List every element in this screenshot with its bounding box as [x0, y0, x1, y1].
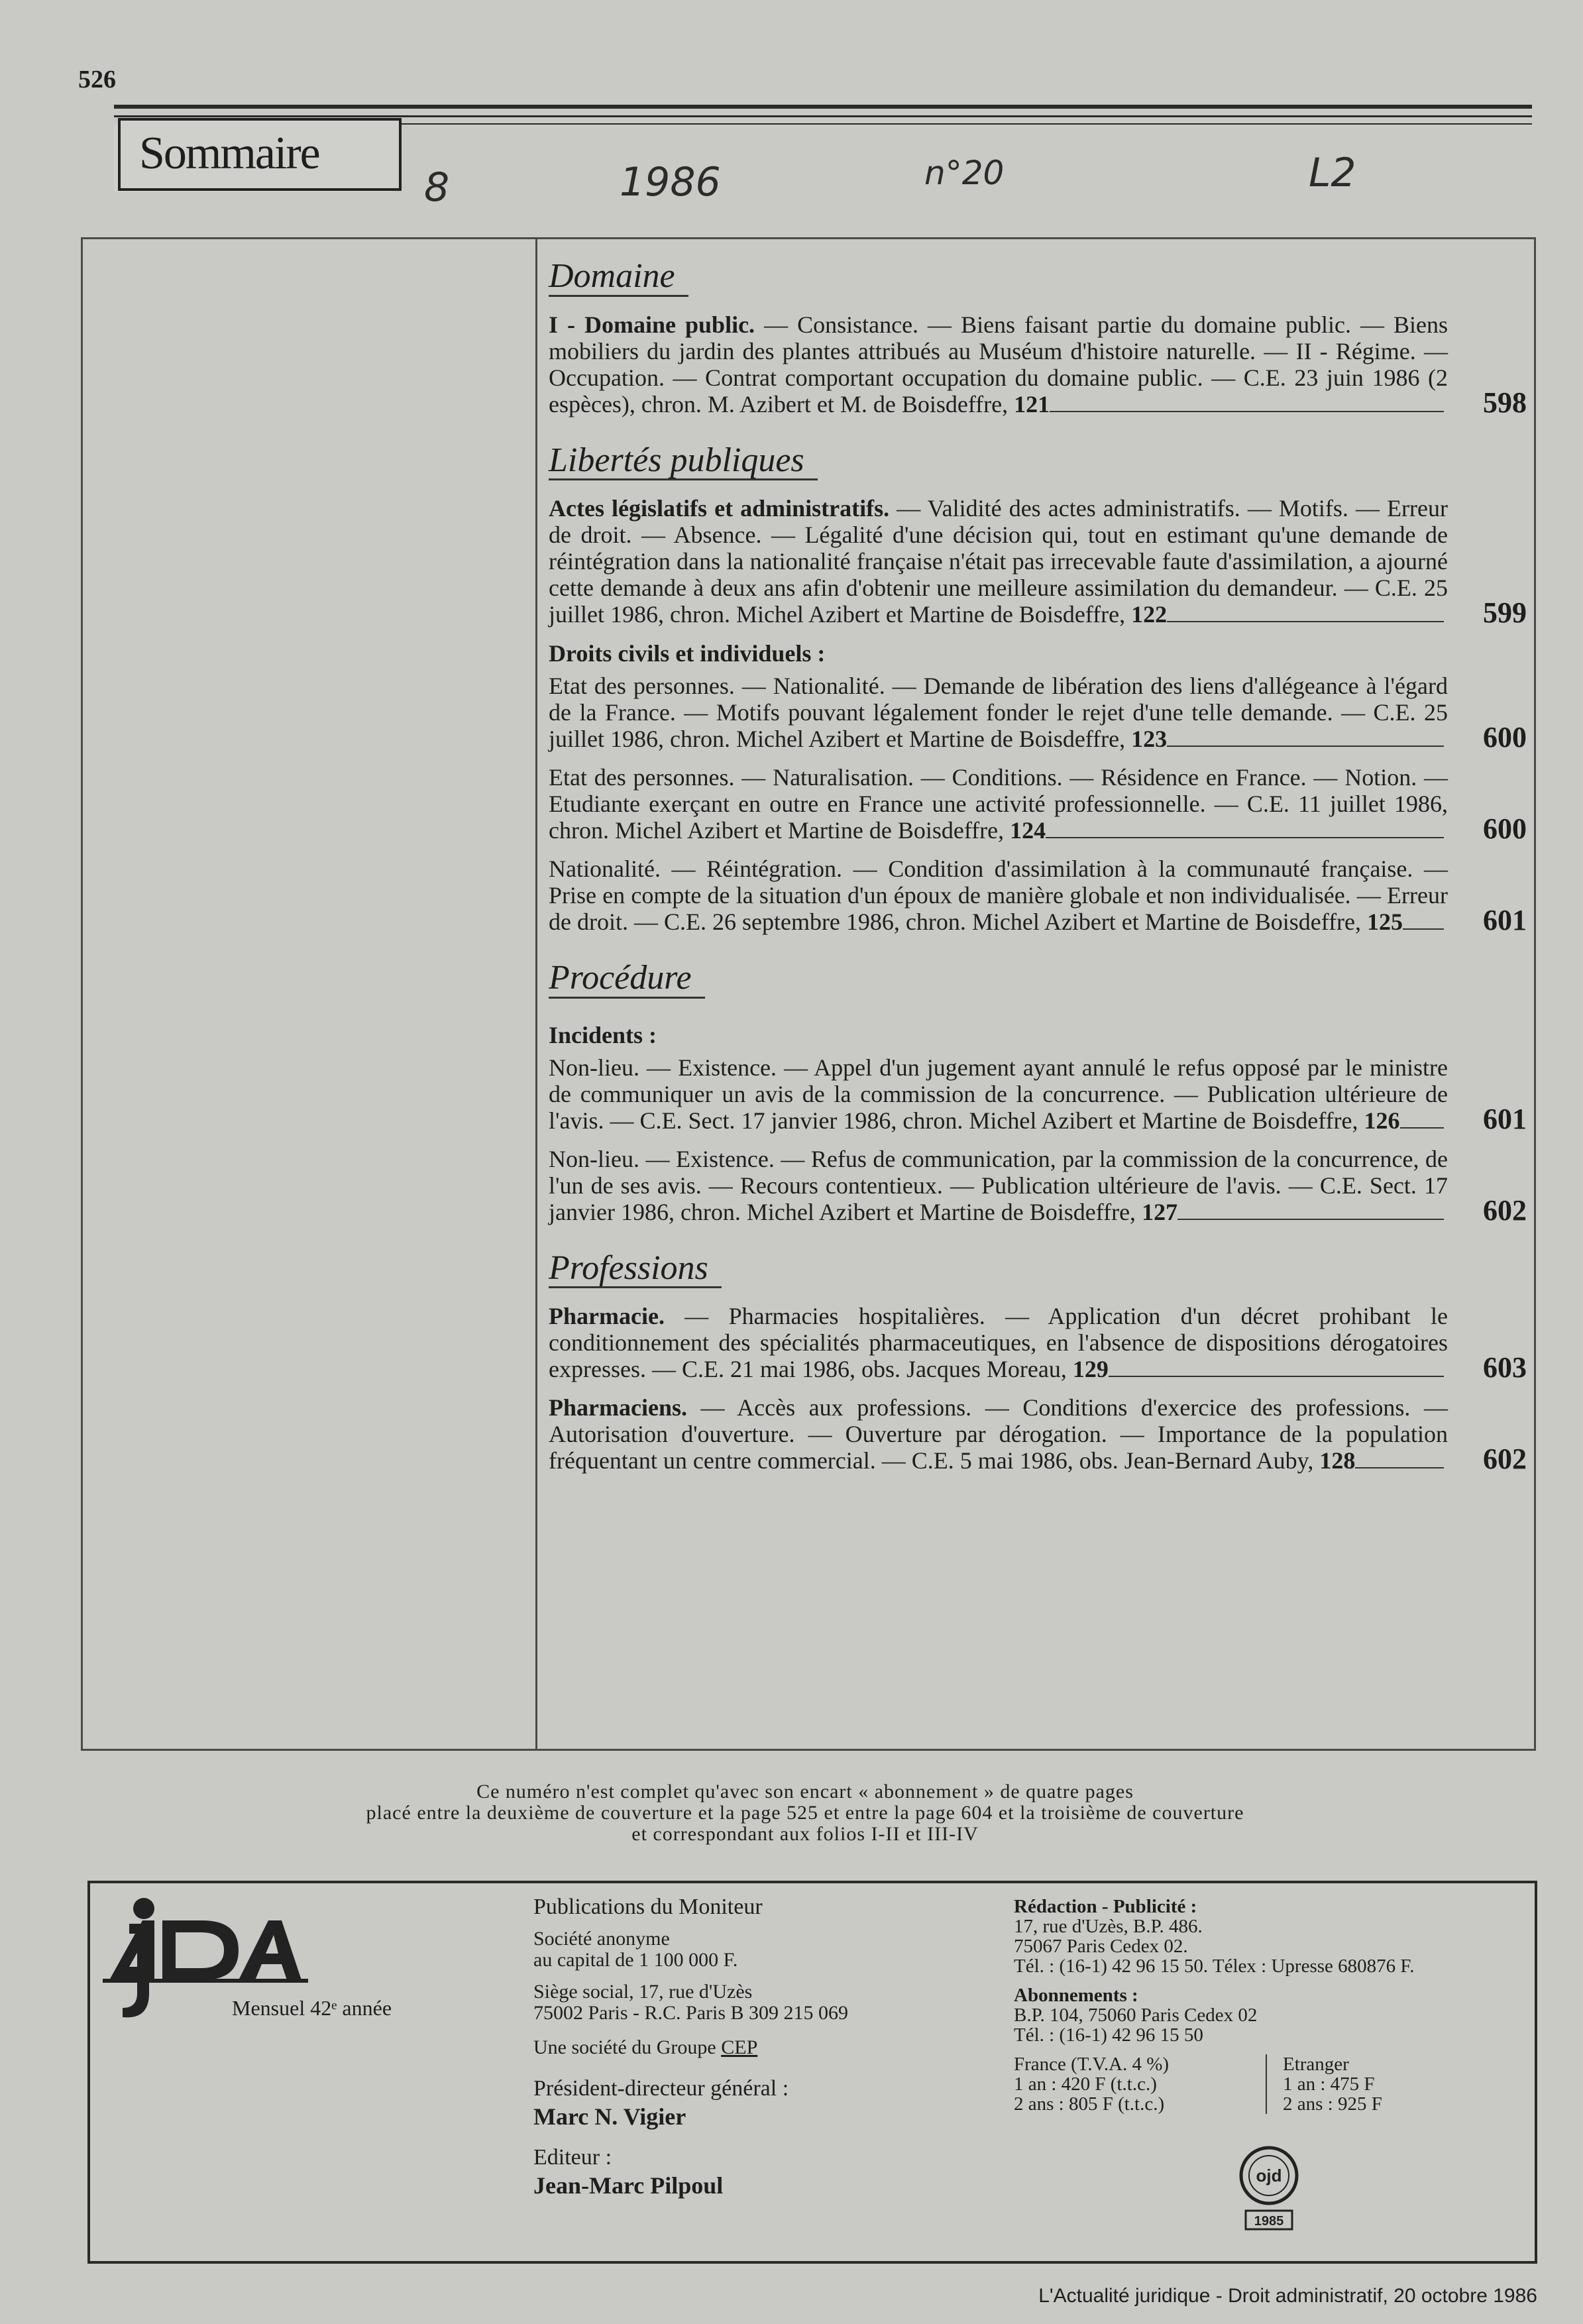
handwritten-note: L2: [1309, 150, 1356, 196]
redaction-line: 75067 Paris Cedex 02.: [1014, 1936, 1188, 1957]
entry-body: Nationalité. — Réintégration. — Condition d'assimilation à la communauté française. — Prise en compte de la situation d'un époux de manière globale et non individualisée. — Erreur de droit. — C.E. 26 septembre 1986, chron. Michel Azibert et Martine de Boisdeffre,: [549, 856, 1448, 936]
toc-section: [549, 1237, 1527, 1474]
section-title: Libertés publiques: [549, 443, 818, 481]
entry-text: [549, 1054, 1448, 1134]
toc-entry: [549, 495, 1527, 628]
entry-page-number: 598: [1483, 386, 1527, 419]
entry-number: 124: [1010, 817, 1046, 844]
sommaire-header-box: [118, 118, 402, 191]
toc-entry: [549, 1054, 1527, 1134]
toc-section: [549, 947, 1527, 1225]
seal-year: 1985: [1254, 2214, 1284, 2229]
table-of-contents: [549, 245, 1527, 1486]
section-title: Procédure: [549, 960, 705, 999]
abonnements-title: Abonnements :: [1014, 1985, 1138, 2006]
entry-page-number: 600: [1483, 721, 1527, 754]
frequency-label: Mensuel 42ᵉ année: [232, 1996, 392, 2020]
dot-leader: [1403, 911, 1444, 930]
entry-number: 126: [1364, 1107, 1400, 1134]
entry-text: [549, 311, 1448, 417]
subscription-prices: [1014, 2054, 1531, 2114]
entry-lead: Actes législatifs et administratifs.: [549, 495, 890, 522]
toc-entry: [549, 1146, 1527, 1225]
entry-text: [549, 764, 1448, 844]
company-info: [533, 1981, 997, 2024]
dot-leader: [1177, 1201, 1444, 1220]
entry-body: Etat des personnes. — Naturalisation. — Conditions. — Résidence en France. — Notion. — Etudiante exerçant en outre en France une activité professionnelle. — C.E. 11 juillet 1986, chron. Michel Azibert et Martine de Boisdeffre,: [549, 764, 1448, 844]
entry-body: Etat des personnes. — Nationalité. — Demande de libération des liens d'allégeance à l'égard de la France. — Motifs pouvant légalement fonder le rejet d'une telle demande. — C.E. 25 juillet 1986, chron. Michel Azibert et Martine de Boisdeffre,: [549, 673, 1448, 753]
group-name: CEP: [721, 2036, 758, 2058]
entry-text: [549, 1394, 1448, 1474]
company-line: au capital de 1 100 000 F.: [533, 1949, 738, 1971]
company-line: Société anonyme: [533, 1928, 670, 1950]
editeur-label: Editeur :: [533, 2145, 612, 2170]
toc-entry: [549, 856, 1527, 935]
price-france: [1014, 2054, 1267, 2114]
entry-text: [549, 673, 1448, 752]
abonnements-block: [1014, 1985, 1531, 2045]
entry-text: [549, 856, 1448, 935]
dot-leader: [1109, 1358, 1444, 1377]
entry-body: Non-lieu. — Existence. — Refus de communication, par la commission de la concurrence, de l'un de ses avis. — Recours contentieux. — Publication ultérieure de l'avis. — C.E. Sect. 17 janvier 1986, chron. Michel Azibert et Martine de Boisdeffre,: [549, 1145, 1448, 1225]
dot-leader: [1167, 604, 1444, 622]
abonnements-line: Tél. : (16-1) 42 96 15 50: [1014, 2024, 1203, 2046]
handwritten-note: 8: [424, 164, 450, 211]
entry-body: Non-lieu. — Existence. — Appel d'un jugement ayant annulé le refus opposé par le ministre de communiquer un avis de la commission de la concurrence. — Publication ultérieure de l'avis. — C.E. Sect. 17 janvier 1986, chron. Michel Azibert et Martine de Boisdeffre,: [549, 1054, 1448, 1134]
ojd-seal-icon: [1219, 2139, 1319, 2239]
toc-entry: [549, 311, 1527, 417]
entry-page-number: 603: [1483, 1351, 1527, 1384]
section-title: Domaine: [549, 258, 688, 297]
entry-number: 125: [1367, 909, 1403, 936]
entry-page-number: 602: [1483, 1443, 1527, 1476]
company-info: [533, 1928, 997, 1971]
price-line: 1 an : 420 F (t.t.c.): [1014, 2074, 1157, 2095]
entry-number: 123: [1131, 726, 1168, 753]
page-number: 526: [78, 66, 116, 93]
president-name: Marc N. Vigier: [533, 2103, 686, 2130]
toc-entry: [549, 764, 1527, 844]
redaction-block: [1014, 1897, 1531, 1976]
group-line: [533, 2037, 997, 2058]
entry-number: 128: [1319, 1447, 1356, 1474]
dot-leader: [1050, 394, 1444, 412]
entry-number: 127: [1142, 1198, 1178, 1225]
price-line: France (T.V.A. 4 %): [1014, 2054, 1170, 2075]
top-rule-secondary: [114, 115, 1532, 117]
redaction-line: 17, rue d'Uzès, B.P. 486.: [1014, 1916, 1203, 1937]
entry-text: [549, 1303, 1448, 1382]
toc-entry: [549, 673, 1527, 752]
publisher-name: Publications du Moniteur: [533, 1895, 763, 1919]
entry-lead: I - Domaine public.: [549, 311, 755, 338]
entry-page-number: 602: [1483, 1193, 1527, 1227]
entry-page-number: 601: [1483, 1102, 1527, 1135]
dot-leader: [1046, 820, 1444, 838]
price-line: 2 ans : 805 F (t.t.c.): [1014, 2093, 1165, 2115]
handwritten-note: 1986: [620, 159, 721, 205]
price-etranger: [1267, 2054, 1382, 2114]
journal-footer: L'Actualité juridique - Droit administratif, 20 octobre 1986: [1038, 2285, 1537, 2307]
price-line: 1 an : 475 F: [1283, 2074, 1375, 2095]
entry-lead: Pharmacie.: [549, 1303, 665, 1330]
price-line: 2 ans : 925 F: [1283, 2093, 1382, 2115]
company-line: 75002 Paris - R.C. Paris B 309 215 069: [533, 2002, 849, 2024]
entry-number: 129: [1072, 1356, 1109, 1383]
abonnements-line: B.P. 104, 75060 Paris Cedex 02: [1014, 2005, 1258, 2026]
note-line: Ce numéro n'est complet qu'avec son encart « abonnement » de quatre pages: [476, 1781, 1134, 1802]
dot-leader: [1355, 1450, 1444, 1468]
toc-section: [549, 245, 1527, 417]
editeur-name: Jean-Marc Pilpoul: [533, 2172, 724, 2199]
subsection-heading: Incidents :: [549, 1021, 657, 1048]
dot-leader: [1400, 1110, 1444, 1129]
subscription-note: [99, 1781, 1511, 1845]
entry-body: — Pharmacies hospitalières. — Application d'un décret prohibant le conditionnement des spécialités pharmaceutiques, en l'absence de dispositions dérogatoires expresses. — C.E. 21 mai 1986, obs. Jacques Moreau,: [549, 1303, 1448, 1383]
entry-page-number: 599: [1483, 596, 1527, 630]
president-label: Président-directeur général :: [533, 2076, 789, 2101]
column-divider: [535, 237, 537, 1749]
entry-text: [549, 1146, 1448, 1225]
publisher-column: [533, 1897, 997, 2216]
top-rule-tertiary: [398, 123, 1532, 125]
toc-entry: [549, 1303, 1527, 1382]
note-line: et correspondant aux folios I-II et III-IV: [631, 1823, 979, 1845]
top-rule: [114, 105, 1532, 109]
section-title: Professions: [549, 1250, 722, 1289]
entry-body: — Accès aux professions. — Conditions d'exercice des professions. — Autorisation d'ouverture. — Ouverture par dérogation. — Importance de la population fréquentant un centre commercial. — C.E. 5 mai 1986, obs. Jean-Bernard Auby,: [549, 1394, 1448, 1474]
company-line: Siège social, 17, rue d'Uzès: [533, 1981, 753, 2003]
toc-section: [549, 429, 1527, 936]
entry-text: [549, 495, 1448, 628]
redaction-line: Tél. : (16-1) 42 96 15 50. Télex : Upresse 680876 F.: [1014, 1956, 1415, 1977]
entry-number: 122: [1131, 601, 1168, 628]
redaction-column: [1014, 1897, 1531, 2114]
entry-body: — Consistance. — Biens faisant partie du domaine public. — Biens mobiliers du jardin des plantes attribués au Muséum d'histoire naturelle. — II - Régime. — Occupation. — Contrat comportant occupation du domaine public. — C.E. 23 juin 1986 (2 espèces), chron. M. Azibert et M. de Boisdeffre,: [549, 311, 1448, 417]
redaction-title: Rédaction - Publicité :: [1014, 1896, 1197, 1917]
note-line: placé entre la deuxième de couverture et la page 525 et entre la page 604 et la troisième de couverture: [366, 1802, 1244, 1824]
handwritten-note: n°20: [924, 154, 1005, 192]
entry-body: — Validité des actes administratifs. — Motifs. — Erreur de droit. — Absence. — Légalité d'une décision qui, tout en estimant qu'une demande de réintégration dans la nationalité française n'était pas irrecevable faute d'assimilation, a ajourné cette demande à deux ans afin d'obtenir une meilleure assimilation du demandeur. — C.E. 25 juillet 1986, chron. Michel Azibert et Martine de Boisdeffre,: [549, 495, 1448, 628]
svg-text:ojd: ojd: [1256, 2166, 1282, 2186]
entry-number: 121: [1014, 390, 1050, 417]
price-line: Etranger: [1283, 2054, 1349, 2075]
entry-lead: Pharmaciens.: [549, 1394, 687, 1421]
entry-page-number: 601: [1483, 904, 1527, 937]
entry-page-number: 600: [1483, 812, 1527, 846]
group-prefix: Une société du Groupe: [533, 2036, 722, 2058]
dot-leader: [1167, 728, 1444, 747]
subsection-heading: Droits civils et individuels :: [549, 640, 826, 667]
page-title: Sommaire: [139, 128, 319, 179]
toc-entry: [549, 1394, 1527, 1474]
